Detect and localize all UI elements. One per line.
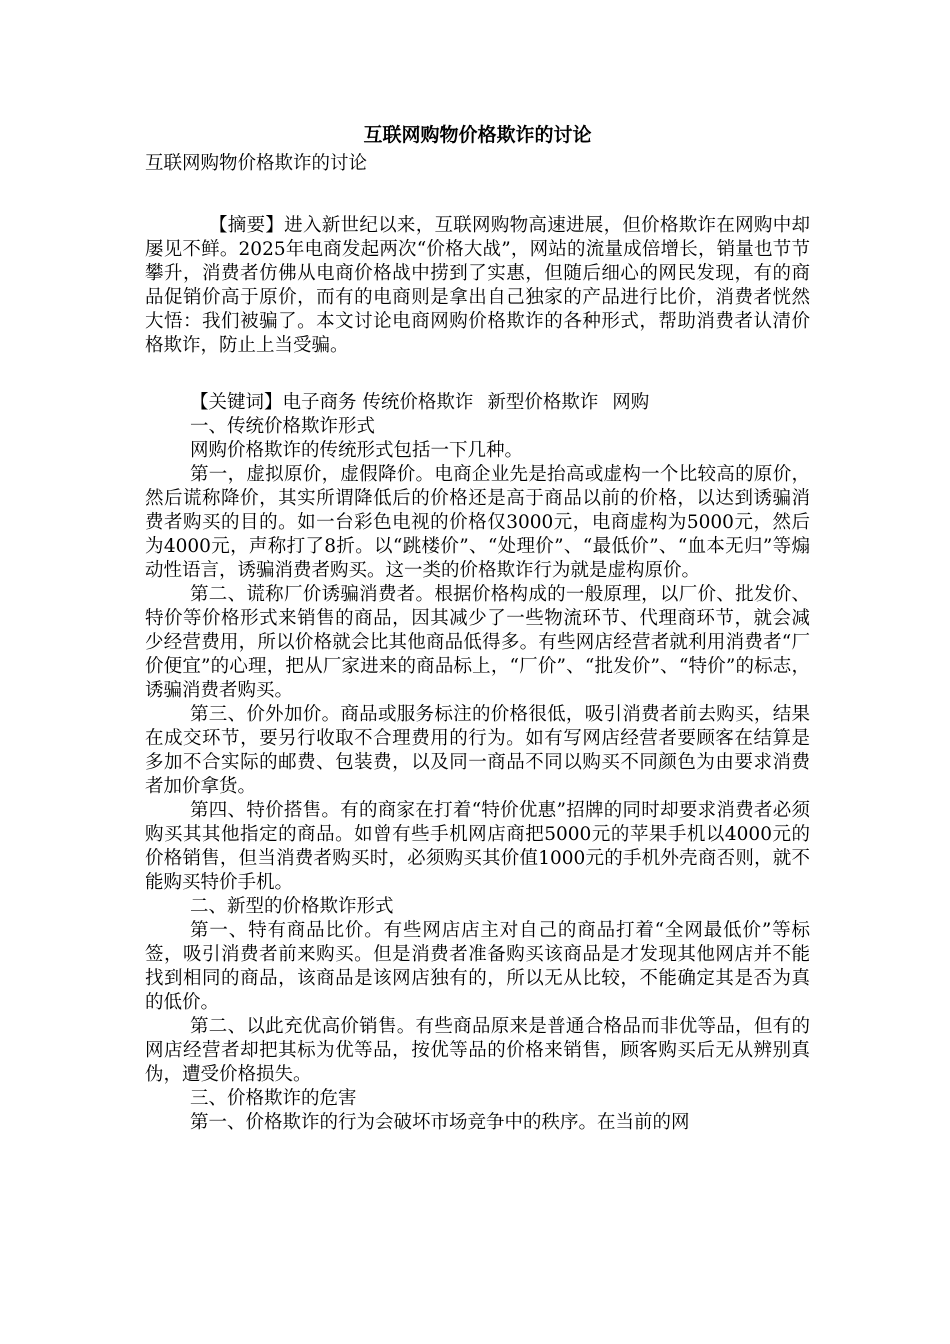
keyword-item: 传统价格欺诈 <box>362 392 474 413</box>
keyword-item: 网购 <box>612 392 650 413</box>
section-heading: 三、价格欺诈的危害 <box>190 1088 357 1109</box>
body-paragraph: 第一、特有商品比价。有些网店店主对自己的商品打着“全网最低价”等标签，吸引消费者前来购买。但是消费者准备购买该商品是才发现其他网店并不能找到相同的商品，该商品是该网店独有的，所以无从比较，不能确定其是否为真的低价。 <box>145 920 810 1013</box>
keywords-line <box>145 391 810 415</box>
document-title: 互联网购物价格欺诈的讨论 <box>363 124 592 146</box>
body-paragraph: 第二、谎称厂价诱骗消费者。根据价格构成的一般原理，以厂价、批发价、特价等价格形式来销售的商品，因其减少了一些物流环节、代理商环节，就会减少经营费用，所以价格就会比其他商品低得多。有些网店经营者就利用消费者“厂价便宜”的心理，把从厂家进来的商品标上，“厂价”、“批发价”、“特价”的标志，诱骗消费者购买。 <box>145 584 810 701</box>
body-paragraph: 第三、价外加价。商品或服务标注的价格很低，吸引消费者前去购买，结果在成交环节，要另行收取不合理费用的行为。如有写网店经营者要顾客在结算是多加不合实际的邮费、包装费，以及同一商品不同以购买不同颜色为由要求消费者加价拿货。 <box>145 704 810 797</box>
body-paragraph: 第一、价格欺诈的行为会破坏市场竞争中的秩序。在当前的网 <box>190 1112 690 1133</box>
document-subtitle: 互联网购物价格欺诈的讨论 <box>145 153 368 174</box>
body-paragraph: 第一，虚拟原价，虚假降价。电商企业先是抬高或虚构一个比较高的原价，然后谎称降价，其实所谓降低后的价格还是高于商品以前的价格，以达到诱骗消费者购买的目的。如一台彩色电视的价格仅3000元，电商虚构为5000元，然后为4000元，声称打了8折。以“跳楼价”、“处理价”、“最低价”、“血本无归”等煽动性语言，诱骗消费者购买。这一类的价格欺诈行为就是虚构原价。 <box>145 464 810 581</box>
section-heading: 一、传统价格欺诈形式 <box>190 416 376 437</box>
keywords-label: 【关键词】电子商务 <box>190 392 357 413</box>
section-intro: 网购价格欺诈的传统形式包括一下几种。 <box>190 440 524 461</box>
section-heading: 二、新型的价格欺诈形式 <box>190 896 394 917</box>
abstract-paragraph: 【摘要】进入新世纪以来，互联网购物高速进展，但价格欺诈在网购中却屡见不鲜。2025年电商发起两次“价格大战”，网站的流量成倍增长，销量也节节攀升，消费者仿佛从电商价格战中捞到了实惠，但随后细心的网民发现，有的商品促销价高于原价，而有的电商则是拿出自己独家的产品进行比价，消费者恍然大悟：我们被骗了。本文讨论电商网购价格欺诈的各种形式，帮助消费者认清价格欺诈，防止上当受骗。 <box>145 215 810 356</box>
document-page <box>145 120 810 1135</box>
body-paragraph: 第二、以此充优高价销售。有些商品原来是普通合格品而非优等品，但有的网店经营者却把其标为优等品，按优等品的价格来销售，顾客购买后无从辨别真伪，遭受价格损失。 <box>145 1016 810 1085</box>
body-paragraph: 第四、特价搭售。有的商家在打着“特价优惠”招牌的同时却要求消费者必须购买其其他指定的商品。如曾有些手机网店商把5000元的苹果手机以4000元的价格销售，但当消费者购买时，必须购买其价值1000元的手机外壳商否则，就不能购买特价手机。 <box>145 800 810 893</box>
keyword-item: 新型价格欺诈 <box>487 392 599 413</box>
